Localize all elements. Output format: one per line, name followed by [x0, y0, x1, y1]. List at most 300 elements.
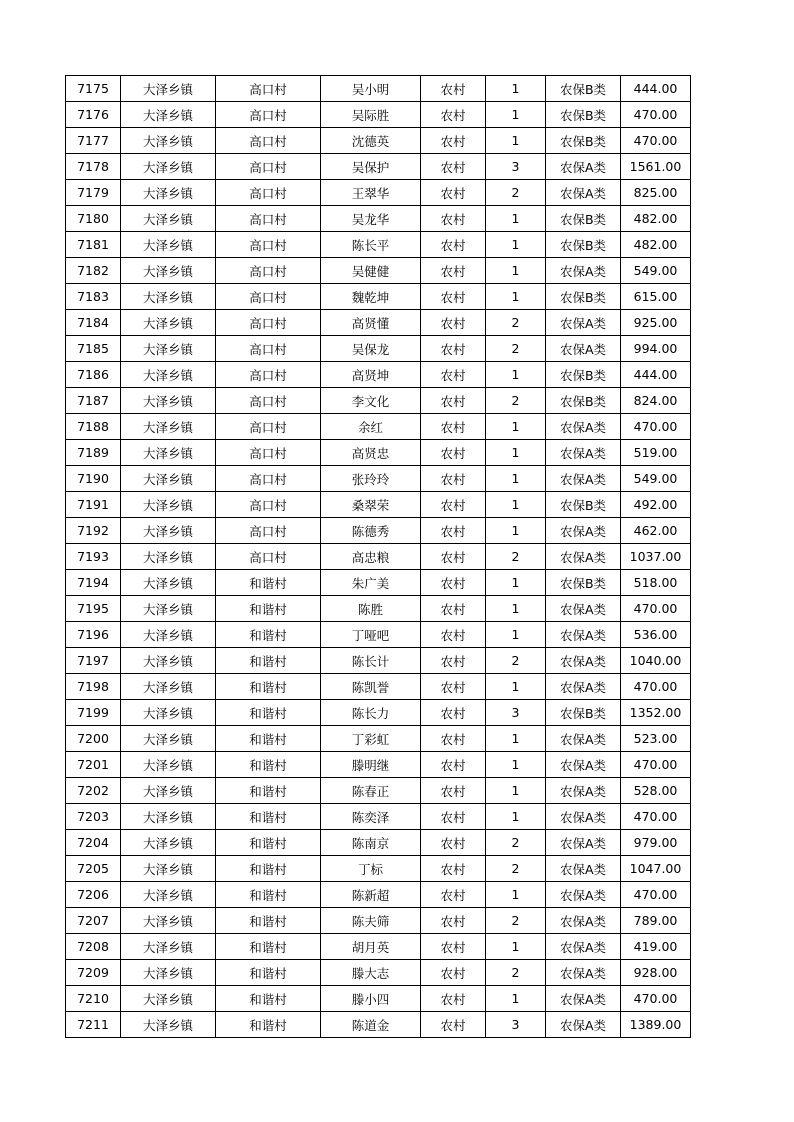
table-row	[66, 310, 691, 336]
cell-town: 大泽乡镇	[121, 960, 216, 986]
cell-residence: 农村	[421, 804, 486, 830]
cell-count: 2	[486, 388, 546, 414]
cell-amount: 994.00	[621, 336, 691, 362]
cell-amount: 615.00	[621, 284, 691, 310]
cell-serial: 7207	[66, 908, 121, 934]
cell-amount: 482.00	[621, 232, 691, 258]
cell-residence: 农村	[421, 1012, 486, 1038]
cell-town: 大泽乡镇	[121, 544, 216, 570]
cell-name: 王翠华	[321, 180, 421, 206]
table-row	[66, 466, 691, 492]
cell-amount: 824.00	[621, 388, 691, 414]
cell-residence: 农村	[421, 206, 486, 232]
table-row	[66, 492, 691, 518]
cell-town: 大泽乡镇	[121, 362, 216, 388]
table-row	[66, 726, 691, 752]
cell-village: 高口村	[216, 154, 321, 180]
table-row	[66, 206, 691, 232]
table-row	[66, 700, 691, 726]
cell-count: 1	[486, 102, 546, 128]
cell-village: 高口村	[216, 466, 321, 492]
cell-town: 大泽乡镇	[121, 440, 216, 466]
cell-category: 农保B类	[546, 570, 621, 596]
cell-residence: 农村	[421, 986, 486, 1012]
cell-count: 1	[486, 414, 546, 440]
cell-residence: 农村	[421, 882, 486, 908]
table-row	[66, 76, 691, 102]
cell-category: 农保A类	[546, 1012, 621, 1038]
table-row	[66, 648, 691, 674]
cell-residence: 农村	[421, 284, 486, 310]
cell-town: 大泽乡镇	[121, 856, 216, 882]
cell-count: 2	[486, 180, 546, 206]
cell-residence: 农村	[421, 76, 486, 102]
cell-amount: 1047.00	[621, 856, 691, 882]
cell-amount: 1037.00	[621, 544, 691, 570]
cell-serial: 7206	[66, 882, 121, 908]
cell-village: 和谐村	[216, 882, 321, 908]
cell-village: 和谐村	[216, 986, 321, 1012]
cell-town: 大泽乡镇	[121, 752, 216, 778]
cell-amount: 825.00	[621, 180, 691, 206]
cell-serial: 7209	[66, 960, 121, 986]
cell-count: 3	[486, 700, 546, 726]
table-row	[66, 362, 691, 388]
cell-village: 高口村	[216, 76, 321, 102]
cell-village: 和谐村	[216, 934, 321, 960]
cell-village: 高口村	[216, 414, 321, 440]
cell-serial: 7183	[66, 284, 121, 310]
cell-town: 大泽乡镇	[121, 154, 216, 180]
cell-category: 农保A类	[546, 518, 621, 544]
cell-town: 大泽乡镇	[121, 128, 216, 154]
cell-category: 农保A类	[546, 414, 621, 440]
cell-count: 2	[486, 960, 546, 986]
cell-town: 大泽乡镇	[121, 76, 216, 102]
cell-amount: 470.00	[621, 596, 691, 622]
cell-amount: 1352.00	[621, 700, 691, 726]
cell-category: 农保A类	[546, 622, 621, 648]
cell-amount: 528.00	[621, 778, 691, 804]
cell-residence: 农村	[421, 128, 486, 154]
cell-name: 陈德秀	[321, 518, 421, 544]
cell-serial: 7192	[66, 518, 121, 544]
cell-serial: 7184	[66, 310, 121, 336]
cell-name: 高贤坤	[321, 362, 421, 388]
cell-category: 农保A类	[546, 544, 621, 570]
cell-count: 1	[486, 570, 546, 596]
cell-count: 1	[486, 492, 546, 518]
cell-count: 1	[486, 128, 546, 154]
cell-amount: 1389.00	[621, 1012, 691, 1038]
cell-amount: 549.00	[621, 258, 691, 284]
cell-amount: 518.00	[621, 570, 691, 596]
cell-name: 丁彩虹	[321, 726, 421, 752]
cell-town: 大泽乡镇	[121, 596, 216, 622]
cell-town: 大泽乡镇	[121, 986, 216, 1012]
cell-name: 沈德英	[321, 128, 421, 154]
cell-count: 1	[486, 440, 546, 466]
cell-residence: 农村	[421, 830, 486, 856]
cell-town: 大泽乡镇	[121, 492, 216, 518]
cell-residence: 农村	[421, 466, 486, 492]
cell-village: 高口村	[216, 284, 321, 310]
cell-serial: 7208	[66, 934, 121, 960]
cell-amount: 928.00	[621, 960, 691, 986]
table-row	[66, 336, 691, 362]
cell-category: 农保A类	[546, 960, 621, 986]
cell-amount: 492.00	[621, 492, 691, 518]
cell-residence: 农村	[421, 700, 486, 726]
cell-village: 和谐村	[216, 1012, 321, 1038]
cell-amount: 470.00	[621, 804, 691, 830]
cell-village: 和谐村	[216, 856, 321, 882]
cell-residence: 农村	[421, 778, 486, 804]
cell-name: 陈南京	[321, 830, 421, 856]
cell-count: 1	[486, 752, 546, 778]
cell-residence: 农村	[421, 388, 486, 414]
cell-category: 农保B类	[546, 388, 621, 414]
cell-count: 1	[486, 882, 546, 908]
cell-name: 胡月英	[321, 934, 421, 960]
cell-residence: 农村	[421, 934, 486, 960]
table-row	[66, 622, 691, 648]
cell-residence: 农村	[421, 596, 486, 622]
cell-town: 大泽乡镇	[121, 726, 216, 752]
cell-count: 1	[486, 674, 546, 700]
cell-serial: 7201	[66, 752, 121, 778]
cell-category: 农保B类	[546, 700, 621, 726]
cell-category: 农保B类	[546, 284, 621, 310]
cell-serial: 7195	[66, 596, 121, 622]
cell-village: 和谐村	[216, 778, 321, 804]
table-row	[66, 778, 691, 804]
cell-serial: 7178	[66, 154, 121, 180]
cell-town: 大泽乡镇	[121, 284, 216, 310]
table-row	[66, 284, 691, 310]
table-row	[66, 180, 691, 206]
cell-name: 陈夫筛	[321, 908, 421, 934]
cell-town: 大泽乡镇	[121, 934, 216, 960]
table-row	[66, 518, 691, 544]
cell-count: 3	[486, 1012, 546, 1038]
cell-village: 高口村	[216, 492, 321, 518]
cell-category: 农保A类	[546, 674, 621, 700]
cell-name: 高贤忠	[321, 440, 421, 466]
cell-village: 高口村	[216, 128, 321, 154]
cell-town: 大泽乡镇	[121, 518, 216, 544]
cell-town: 大泽乡镇	[121, 778, 216, 804]
cell-category: 农保A类	[546, 752, 621, 778]
cell-category: 农保B类	[546, 362, 621, 388]
table-row	[66, 388, 691, 414]
cell-count: 2	[486, 648, 546, 674]
table-row	[66, 102, 691, 128]
cell-town: 大泽乡镇	[121, 388, 216, 414]
cell-count: 1	[486, 466, 546, 492]
cell-category: 农保A类	[546, 934, 621, 960]
cell-amount: 462.00	[621, 518, 691, 544]
cell-serial: 7175	[66, 76, 121, 102]
cell-amount: 470.00	[621, 102, 691, 128]
cell-amount: 925.00	[621, 310, 691, 336]
cell-town: 大泽乡镇	[121, 414, 216, 440]
cell-residence: 农村	[421, 622, 486, 648]
cell-amount: 519.00	[621, 440, 691, 466]
cell-amount: 470.00	[621, 128, 691, 154]
table-row	[66, 986, 691, 1012]
table-row	[66, 1012, 691, 1038]
cell-town: 大泽乡镇	[121, 882, 216, 908]
cell-count: 2	[486, 856, 546, 882]
cell-count: 1	[486, 778, 546, 804]
cell-count: 1	[486, 362, 546, 388]
roster-table	[65, 75, 691, 1038]
table-row	[66, 830, 691, 856]
cell-town: 大泽乡镇	[121, 830, 216, 856]
cell-residence: 农村	[421, 960, 486, 986]
cell-category: 农保A类	[546, 336, 621, 362]
table-row	[66, 804, 691, 830]
cell-amount: 1561.00	[621, 154, 691, 180]
table-row	[66, 440, 691, 466]
cell-category: 农保A类	[546, 258, 621, 284]
cell-serial: 7199	[66, 700, 121, 726]
cell-residence: 农村	[421, 752, 486, 778]
cell-count: 2	[486, 908, 546, 934]
cell-amount: 1040.00	[621, 648, 691, 674]
cell-serial: 7202	[66, 778, 121, 804]
cell-residence: 农村	[421, 154, 486, 180]
cell-count: 2	[486, 310, 546, 336]
cell-category: 农保A类	[546, 596, 621, 622]
cell-serial: 7194	[66, 570, 121, 596]
cell-town: 大泽乡镇	[121, 908, 216, 934]
cell-town: 大泽乡镇	[121, 258, 216, 284]
cell-name: 吴龙华	[321, 206, 421, 232]
cell-residence: 农村	[421, 674, 486, 700]
cell-count: 3	[486, 154, 546, 180]
cell-count: 2	[486, 336, 546, 362]
cell-village: 高口村	[216, 388, 321, 414]
cell-count: 1	[486, 804, 546, 830]
cell-residence: 农村	[421, 908, 486, 934]
cell-residence: 农村	[421, 570, 486, 596]
cell-count: 1	[486, 284, 546, 310]
cell-village: 和谐村	[216, 960, 321, 986]
cell-serial: 7186	[66, 362, 121, 388]
cell-serial: 7189	[66, 440, 121, 466]
cell-category: 农保A类	[546, 856, 621, 882]
cell-name: 丁标	[321, 856, 421, 882]
cell-name: 滕大志	[321, 960, 421, 986]
cell-name: 陈凯誉	[321, 674, 421, 700]
cell-amount: 444.00	[621, 76, 691, 102]
cell-residence: 农村	[421, 440, 486, 466]
cell-count: 1	[486, 518, 546, 544]
cell-serial: 7193	[66, 544, 121, 570]
cell-town: 大泽乡镇	[121, 232, 216, 258]
cell-name: 陈长力	[321, 700, 421, 726]
cell-serial: 7197	[66, 648, 121, 674]
cell-category: 农保B类	[546, 102, 621, 128]
cell-town: 大泽乡镇	[121, 180, 216, 206]
cell-category: 农保A类	[546, 154, 621, 180]
cell-village: 高口村	[216, 206, 321, 232]
cell-name: 朱广美	[321, 570, 421, 596]
table-row	[66, 856, 691, 882]
cell-town: 大泽乡镇	[121, 700, 216, 726]
cell-serial: 7211	[66, 1012, 121, 1038]
cell-category: 农保B类	[546, 492, 621, 518]
cell-serial: 7187	[66, 388, 121, 414]
cell-amount: 444.00	[621, 362, 691, 388]
cell-village: 高口村	[216, 440, 321, 466]
cell-category: 农保B类	[546, 128, 621, 154]
cell-residence: 农村	[421, 102, 486, 128]
cell-serial: 7200	[66, 726, 121, 752]
cell-amount: 470.00	[621, 882, 691, 908]
cell-residence: 农村	[421, 856, 486, 882]
cell-count: 1	[486, 596, 546, 622]
cell-name: 吴保龙	[321, 336, 421, 362]
cell-village: 高口村	[216, 310, 321, 336]
cell-village: 和谐村	[216, 648, 321, 674]
cell-village: 和谐村	[216, 622, 321, 648]
cell-village: 和谐村	[216, 596, 321, 622]
cell-name: 滕小四	[321, 986, 421, 1012]
cell-amount: 789.00	[621, 908, 691, 934]
cell-count: 1	[486, 258, 546, 284]
cell-amount: 523.00	[621, 726, 691, 752]
cell-serial: 7210	[66, 986, 121, 1012]
cell-name: 余红	[321, 414, 421, 440]
cell-category: 农保A类	[546, 778, 621, 804]
cell-village: 高口村	[216, 336, 321, 362]
cell-category: 农保A类	[546, 908, 621, 934]
cell-serial: 7204	[66, 830, 121, 856]
cell-village: 和谐村	[216, 726, 321, 752]
cell-residence: 农村	[421, 492, 486, 518]
cell-amount: 549.00	[621, 466, 691, 492]
table-row	[66, 154, 691, 180]
roster-table-body	[66, 76, 691, 1038]
cell-serial: 7203	[66, 804, 121, 830]
cell-village: 和谐村	[216, 674, 321, 700]
cell-serial: 7181	[66, 232, 121, 258]
cell-serial: 7179	[66, 180, 121, 206]
cell-amount: 536.00	[621, 622, 691, 648]
cell-count: 1	[486, 934, 546, 960]
cell-name: 张玲玲	[321, 466, 421, 492]
table-row	[66, 570, 691, 596]
cell-category: 农保A类	[546, 986, 621, 1012]
cell-category: 农保B类	[546, 232, 621, 258]
table-row	[66, 934, 691, 960]
cell-name: 魏乾坤	[321, 284, 421, 310]
cell-name: 陈新超	[321, 882, 421, 908]
table-row	[66, 232, 691, 258]
cell-village: 高口村	[216, 258, 321, 284]
cell-village: 和谐村	[216, 700, 321, 726]
table-row	[66, 960, 691, 986]
cell-residence: 农村	[421, 362, 486, 388]
cell-serial: 7191	[66, 492, 121, 518]
cell-village: 和谐村	[216, 752, 321, 778]
cell-village: 高口村	[216, 232, 321, 258]
cell-village: 高口村	[216, 362, 321, 388]
cell-category: 农保B类	[546, 76, 621, 102]
cell-residence: 农村	[421, 726, 486, 752]
cell-name: 陈春正	[321, 778, 421, 804]
cell-count: 1	[486, 986, 546, 1012]
cell-serial: 7185	[66, 336, 121, 362]
cell-residence: 农村	[421, 518, 486, 544]
cell-name: 吴保护	[321, 154, 421, 180]
cell-name: 吴际胜	[321, 102, 421, 128]
cell-name: 吴小明	[321, 76, 421, 102]
table-row	[66, 258, 691, 284]
cell-town: 大泽乡镇	[121, 1012, 216, 1038]
table-row	[66, 596, 691, 622]
table-row	[66, 544, 691, 570]
cell-category: 农保A类	[546, 310, 621, 336]
table-row	[66, 908, 691, 934]
cell-village: 高口村	[216, 518, 321, 544]
cell-amount: 470.00	[621, 986, 691, 1012]
cell-name: 陈长平	[321, 232, 421, 258]
cell-count: 1	[486, 622, 546, 648]
cell-name: 陈胜	[321, 596, 421, 622]
cell-serial: 7176	[66, 102, 121, 128]
cell-name: 滕明继	[321, 752, 421, 778]
cell-name: 陈长计	[321, 648, 421, 674]
cell-name: 丁哑吧	[321, 622, 421, 648]
cell-amount: 419.00	[621, 934, 691, 960]
cell-serial: 7196	[66, 622, 121, 648]
cell-residence: 农村	[421, 544, 486, 570]
cell-count: 1	[486, 726, 546, 752]
table-row	[66, 882, 691, 908]
cell-residence: 农村	[421, 258, 486, 284]
cell-residence: 农村	[421, 310, 486, 336]
cell-town: 大泽乡镇	[121, 466, 216, 492]
cell-name: 桑翠荣	[321, 492, 421, 518]
cell-category: 农保B类	[546, 206, 621, 232]
cell-residence: 农村	[421, 232, 486, 258]
cell-residence: 农村	[421, 336, 486, 362]
cell-count: 2	[486, 830, 546, 856]
cell-village: 和谐村	[216, 908, 321, 934]
cell-category: 农保A类	[546, 466, 621, 492]
cell-village: 高口村	[216, 544, 321, 570]
cell-category: 农保A类	[546, 726, 621, 752]
cell-town: 大泽乡镇	[121, 310, 216, 336]
cell-name: 陈道金	[321, 1012, 421, 1038]
cell-residence: 农村	[421, 648, 486, 674]
cell-category: 农保A类	[546, 180, 621, 206]
cell-serial: 7198	[66, 674, 121, 700]
cell-serial: 7205	[66, 856, 121, 882]
cell-village: 和谐村	[216, 804, 321, 830]
table-row	[66, 414, 691, 440]
table-row	[66, 752, 691, 778]
cell-amount: 470.00	[621, 752, 691, 778]
cell-town: 大泽乡镇	[121, 336, 216, 362]
cell-residence: 农村	[421, 414, 486, 440]
cell-amount: 470.00	[621, 674, 691, 700]
cell-category: 农保A类	[546, 830, 621, 856]
